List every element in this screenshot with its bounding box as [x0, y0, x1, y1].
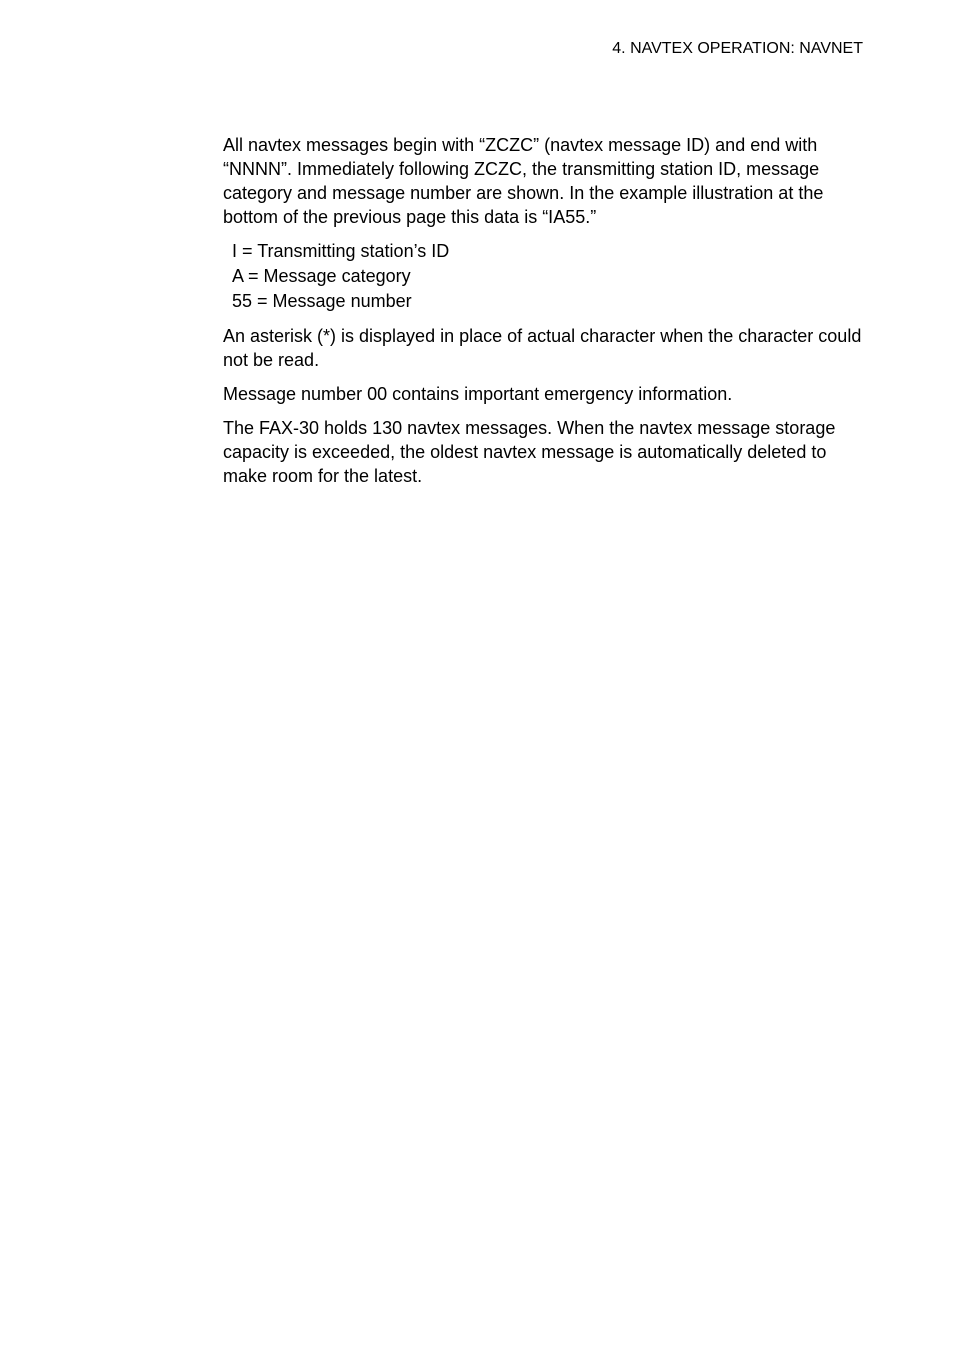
definition-message-category: A = Message category: [232, 266, 411, 286]
message-id-definitions: [223, 239, 863, 314]
paragraph-asterisk: An asterisk (*) is displayed in place of actual character when the character could not be read.: [223, 326, 862, 370]
paragraph-message-format: All navtex messages begin with “ZCZC” (navtex message ID) and end with “NNNN”. Immediately following ZCZC, the transmitting station ID, message category and message number are shown. In the example illustration at the bottom of the previous page this data is “IA55.”: [223, 135, 824, 227]
paragraph-storage-capacity: The FAX-30 holds 130 navtex messages. When the navtex message storage capacity is exceeded, the oldest navtex message is automatically deleted to make room for the latest.: [223, 418, 836, 486]
page-body: [223, 133, 863, 498]
paragraph-emergency: Message number 00 contains important emergency information.: [223, 384, 733, 404]
definition-message-number: 55 = Message number: [232, 291, 412, 311]
running-header: 4. NAVTEX OPERATION: NAVNET: [612, 40, 863, 57]
definition-station-id: I = Transmitting station’s ID: [232, 241, 450, 261]
